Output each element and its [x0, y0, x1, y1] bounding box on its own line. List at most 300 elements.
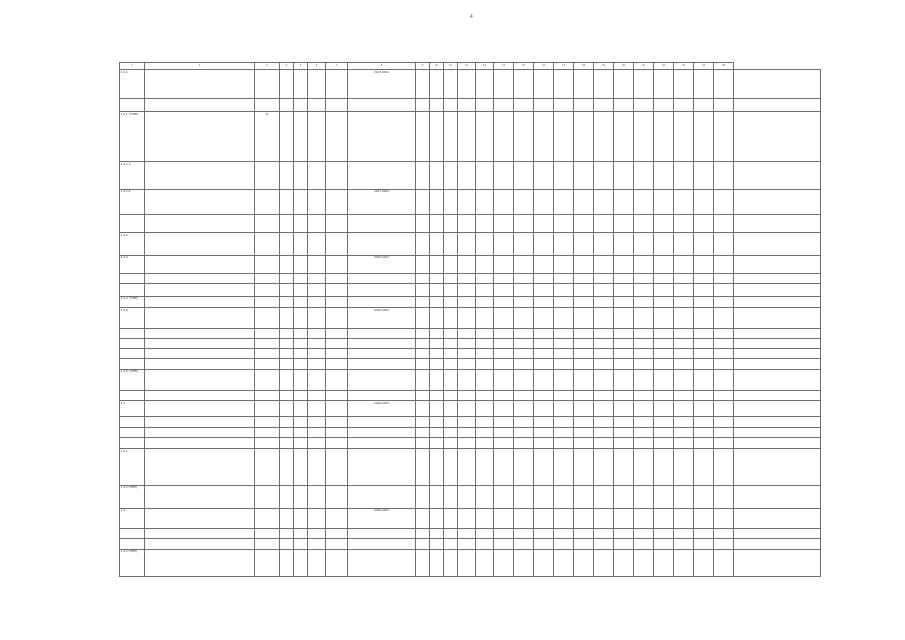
table-cell	[348, 328, 416, 338]
table-cell	[674, 359, 694, 369]
table-cell	[514, 391, 534, 401]
table-cell	[694, 284, 714, 297]
table-cell	[348, 284, 416, 297]
table-cell	[614, 449, 634, 485]
table-cell	[654, 539, 674, 549]
table-cell	[614, 255, 634, 273]
table-cell	[634, 401, 654, 417]
table-cell	[514, 255, 534, 273]
row-unit	[255, 508, 280, 529]
table-cell	[534, 508, 554, 529]
row-code	[120, 391, 145, 401]
table-cell	[674, 189, 694, 214]
table-cell	[554, 349, 574, 359]
table-cell	[294, 284, 308, 297]
table-cell	[614, 349, 634, 359]
table-cell	[614, 549, 634, 576]
table-row	[120, 328, 821, 338]
table-cell	[430, 232, 444, 255]
table-cell	[554, 539, 574, 549]
table-cell	[534, 112, 554, 162]
table-cell	[348, 98, 416, 112]
table-cell	[280, 338, 294, 348]
table-cell	[294, 98, 308, 112]
table-cell	[416, 232, 430, 255]
table-cell	[294, 401, 308, 417]
table-cell	[430, 449, 444, 485]
table-cell	[280, 162, 294, 189]
table-cell	[494, 391, 514, 401]
table-cell	[458, 508, 476, 529]
table-cell	[430, 112, 444, 162]
column-number: 11	[444, 63, 458, 70]
table-cell	[280, 308, 294, 329]
table-cell	[734, 112, 821, 162]
table-cell	[714, 328, 734, 338]
table-cell	[674, 308, 694, 329]
table-cell	[308, 338, 326, 348]
table-cell	[614, 417, 634, 427]
table-cell	[514, 508, 534, 529]
table-cell	[326, 328, 348, 338]
table-cell	[734, 296, 821, 307]
table-cell	[416, 70, 430, 98]
table-row	[120, 391, 821, 401]
table-cell: 2017-2024	[348, 70, 416, 98]
table-cell	[294, 70, 308, 98]
column-number: 24	[694, 63, 714, 70]
table-cell	[654, 296, 674, 307]
row-name	[145, 273, 255, 283]
table-cell	[308, 232, 326, 255]
table-cell	[654, 308, 674, 329]
table-cell	[594, 232, 614, 255]
table-cell	[444, 401, 458, 417]
table-cell	[554, 296, 574, 307]
table-cell	[326, 539, 348, 549]
row-name	[145, 112, 255, 162]
table-row	[120, 485, 821, 508]
table-cell	[514, 162, 534, 189]
table-cell	[514, 189, 534, 214]
table-cell	[694, 369, 714, 391]
table-cell	[280, 485, 294, 508]
table-cell	[714, 296, 734, 307]
table-cell	[308, 98, 326, 112]
table-cell	[654, 98, 674, 112]
row-code	[120, 284, 145, 297]
table-cell	[476, 296, 494, 307]
table-cell	[714, 449, 734, 485]
row-name	[145, 427, 255, 437]
table-cell	[674, 255, 694, 273]
table-row	[120, 539, 821, 549]
table-cell	[326, 232, 348, 255]
table-cell	[714, 427, 734, 437]
table-cell	[614, 296, 634, 307]
row-name	[145, 508, 255, 529]
table-cell	[280, 98, 294, 112]
table-cell	[476, 449, 494, 485]
table-cell	[634, 214, 654, 232]
table-cell	[308, 391, 326, 401]
table-cell	[326, 284, 348, 297]
table-cell	[674, 349, 694, 359]
table-cell	[458, 359, 476, 369]
table-cell	[348, 449, 416, 485]
page-number: 4	[470, 14, 473, 20]
table-cell	[554, 485, 574, 508]
row-name	[145, 338, 255, 348]
table-cell	[348, 214, 416, 232]
table-cell	[476, 401, 494, 417]
table-cell	[594, 189, 614, 214]
table-cell	[574, 417, 594, 427]
table-cell	[594, 284, 614, 297]
table-cell	[654, 273, 674, 283]
table-cell	[430, 189, 444, 214]
row-name	[145, 359, 255, 369]
table-cell	[674, 437, 694, 448]
table-cell	[694, 98, 714, 112]
table-cell	[326, 338, 348, 348]
table-cell	[674, 328, 694, 338]
table-cell	[416, 255, 430, 273]
table-cell	[494, 284, 514, 297]
table-cell	[634, 369, 654, 391]
row-code	[120, 417, 145, 427]
table-cell	[574, 98, 594, 112]
table-cell	[734, 328, 821, 338]
table-cell	[494, 162, 514, 189]
table-cell	[458, 417, 476, 427]
table-cell	[694, 214, 714, 232]
table-cell	[634, 549, 654, 576]
table-cell	[574, 485, 594, 508]
table-cell	[694, 529, 714, 539]
table-cell	[654, 485, 674, 508]
table-cell	[348, 296, 416, 307]
table-cell	[416, 401, 430, 417]
table-cell	[554, 508, 574, 529]
table-cell	[654, 359, 674, 369]
table-cell	[348, 529, 416, 539]
table-cell	[308, 189, 326, 214]
row-name	[145, 284, 255, 297]
table-cell	[574, 508, 594, 529]
table-cell	[514, 70, 534, 98]
table-cell	[614, 232, 634, 255]
table-cell	[476, 255, 494, 273]
table-cell	[294, 162, 308, 189]
column-number: 15	[514, 63, 534, 70]
table-cell	[734, 273, 821, 283]
row-code	[120, 273, 145, 283]
table-row	[120, 284, 821, 297]
table-cell	[280, 273, 294, 283]
table-cell	[416, 549, 430, 576]
column-number: 18	[574, 63, 594, 70]
table-cell	[494, 112, 514, 162]
row-code	[120, 359, 145, 369]
table-cell	[514, 417, 534, 427]
table-cell	[458, 273, 476, 283]
table-cell	[714, 485, 734, 508]
table-cell	[694, 349, 714, 359]
table-cell	[574, 308, 594, 329]
table-cell	[444, 359, 458, 369]
table-cell	[494, 214, 514, 232]
table-cell	[494, 359, 514, 369]
table-cell	[458, 308, 476, 329]
table-cell	[458, 98, 476, 112]
table-row	[120, 308, 821, 329]
table-cell	[430, 539, 444, 549]
table-cell	[280, 70, 294, 98]
table-cell	[444, 189, 458, 214]
table-cell	[348, 273, 416, 283]
row-code: 1.4	[120, 508, 145, 529]
table-cell	[734, 401, 821, 417]
table-cell	[430, 508, 444, 529]
table-cell	[734, 284, 821, 297]
table-cell	[694, 549, 714, 576]
table-cell	[614, 359, 634, 369]
table-cell	[308, 427, 326, 437]
table-cell	[416, 391, 430, 401]
table-cell	[326, 308, 348, 329]
row-name	[145, 189, 255, 214]
table-cell	[308, 539, 326, 549]
table-cell	[574, 427, 594, 437]
table-cell	[494, 296, 514, 307]
table-cell	[476, 284, 494, 297]
table-cell	[534, 449, 554, 485]
table-cell	[554, 232, 574, 255]
table-cell	[614, 369, 634, 391]
table-cell	[416, 508, 430, 529]
table-cell	[308, 284, 326, 297]
table-cell	[534, 369, 554, 391]
table-cell	[294, 308, 308, 329]
table-cell	[654, 437, 674, 448]
table-cell	[308, 508, 326, 529]
table-cell	[554, 427, 574, 437]
table-cell	[574, 391, 594, 401]
table-cell	[534, 214, 554, 232]
table-cell	[494, 349, 514, 359]
table-cell	[594, 308, 614, 329]
table-cell	[614, 308, 634, 329]
table-cell	[534, 437, 554, 448]
table-cell	[444, 70, 458, 98]
row-code: 1.2.2	[120, 232, 145, 255]
table-cell	[574, 349, 594, 359]
table-cell	[514, 539, 534, 549]
table-cell	[594, 349, 614, 359]
table-cell	[654, 189, 674, 214]
table-cell	[574, 359, 594, 369]
table-cell	[694, 417, 714, 427]
table-cell	[416, 427, 430, 437]
table-cell	[614, 273, 634, 283]
table-cell	[416, 359, 430, 369]
table-cell: 2019-2024	[348, 308, 416, 329]
table-cell	[554, 255, 574, 273]
column-number: 13	[476, 63, 494, 70]
row-unit	[255, 162, 280, 189]
table-row	[120, 417, 821, 427]
table-cell	[554, 189, 574, 214]
table-cell	[654, 70, 674, 98]
table-cell	[554, 359, 574, 369]
table-cell	[614, 508, 634, 529]
table-cell	[494, 308, 514, 329]
table-cell	[574, 296, 594, 307]
row-unit	[255, 391, 280, 401]
row-unit	[255, 359, 280, 369]
table-cell	[476, 549, 494, 576]
table-cell	[326, 437, 348, 448]
table-cell	[514, 437, 534, 448]
table-cell	[430, 162, 444, 189]
table-cell	[534, 539, 554, 549]
table-cell	[430, 328, 444, 338]
row-code: 1.2.5. (ППР)	[120, 369, 145, 391]
row-code: 1.4.1 (ППР)	[120, 549, 145, 576]
table-cell	[348, 417, 416, 427]
table-cell	[294, 437, 308, 448]
row-unit	[255, 369, 280, 391]
table-row	[120, 427, 821, 437]
table-cell	[348, 391, 416, 401]
table-cell	[734, 417, 821, 427]
table-cell	[674, 417, 694, 427]
table-cell	[694, 328, 714, 338]
row-code: 1.2.1. (ППР)	[120, 112, 145, 162]
table-cell	[280, 427, 294, 437]
table-cell: 2017-2024	[348, 189, 416, 214]
table-cell	[444, 539, 458, 549]
row-name	[145, 437, 255, 448]
table-cell	[714, 214, 734, 232]
row-unit	[255, 308, 280, 329]
table-cell	[430, 369, 444, 391]
table-cell	[416, 214, 430, 232]
table-cell	[654, 232, 674, 255]
table-cell	[458, 349, 476, 359]
table-cell	[494, 437, 514, 448]
table-cell	[294, 549, 308, 576]
table-cell	[514, 232, 534, 255]
table-cell	[674, 529, 694, 539]
table-cell	[326, 255, 348, 273]
table-cell	[534, 189, 554, 214]
table-cell	[734, 549, 821, 576]
table-cell	[634, 338, 654, 348]
table-cell	[654, 508, 674, 529]
table-cell	[444, 485, 458, 508]
table-cell	[308, 349, 326, 359]
table-cell	[416, 98, 430, 112]
table-cell	[574, 549, 594, 576]
table-cell	[574, 437, 594, 448]
table-cell	[494, 549, 514, 576]
table-cell	[714, 349, 734, 359]
column-number: 2	[145, 63, 255, 70]
table-cell	[674, 98, 694, 112]
row-name	[145, 70, 255, 98]
table-cell	[294, 427, 308, 437]
table-cell	[326, 273, 348, 283]
table-cell	[614, 162, 634, 189]
table-cell	[444, 296, 458, 307]
table-cell	[534, 255, 554, 273]
row-unit	[255, 437, 280, 448]
table-row	[120, 296, 821, 307]
table-cell	[594, 296, 614, 307]
table-cell	[326, 359, 348, 369]
table-cell	[280, 529, 294, 539]
table-cell	[476, 369, 494, 391]
row-code	[120, 338, 145, 348]
table-cell	[634, 162, 654, 189]
table-cell	[458, 232, 476, 255]
table-cell	[476, 162, 494, 189]
table-cell	[280, 391, 294, 401]
table-cell	[494, 98, 514, 112]
column-number: 6	[308, 63, 326, 70]
table-cell	[348, 549, 416, 576]
table-cell	[714, 162, 734, 189]
table-cell	[614, 70, 634, 98]
table-cell	[734, 369, 821, 391]
table-cell	[416, 539, 430, 549]
table-cell	[594, 417, 614, 427]
row-unit	[255, 549, 280, 576]
table-cell	[308, 485, 326, 508]
table-cell	[594, 112, 614, 162]
table-cell	[430, 391, 444, 401]
table-cell	[476, 359, 494, 369]
table-cell	[674, 549, 694, 576]
row-code: 1.2.4. (ППР)	[120, 296, 145, 307]
table-row	[120, 273, 821, 283]
table-row	[120, 232, 821, 255]
table-cell	[308, 549, 326, 576]
table-cell	[514, 359, 534, 369]
table-cell	[430, 338, 444, 348]
table-cell	[430, 359, 444, 369]
table-cell	[294, 485, 308, 508]
table-cell	[634, 112, 654, 162]
table-cell	[654, 529, 674, 539]
table-cell	[654, 427, 674, 437]
table-cell	[444, 529, 458, 539]
table-cell	[416, 296, 430, 307]
table-cell	[734, 232, 821, 255]
table-cell	[694, 112, 714, 162]
table-cell	[634, 449, 654, 485]
table-cell	[514, 338, 534, 348]
table-cell	[494, 529, 514, 539]
row-code	[120, 328, 145, 338]
table-cell	[714, 359, 734, 369]
table-cell	[674, 284, 694, 297]
table-cell	[634, 273, 654, 283]
table-cell	[430, 284, 444, 297]
table-cell	[534, 391, 554, 401]
